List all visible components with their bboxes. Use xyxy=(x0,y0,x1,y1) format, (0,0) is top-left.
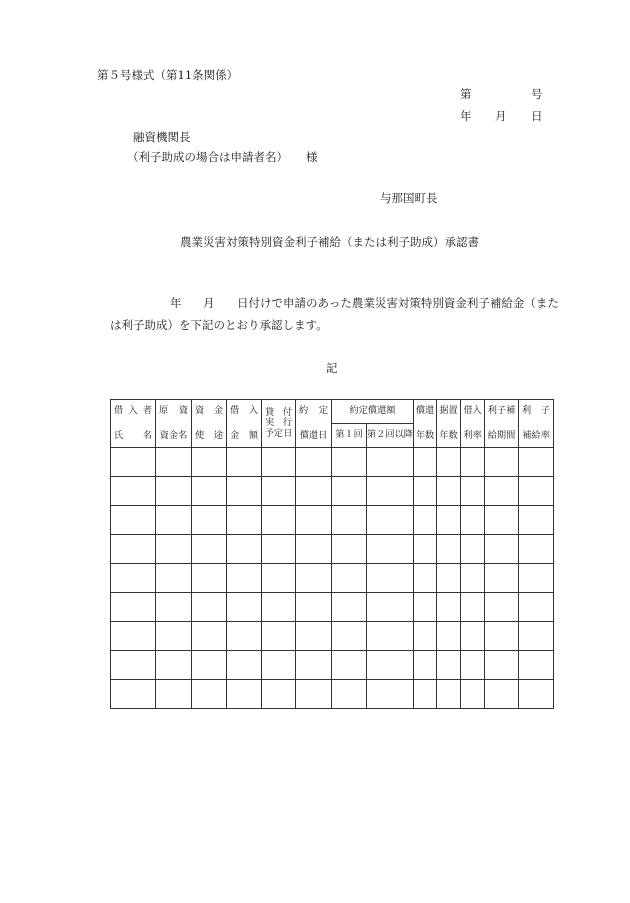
header-loan-amount: 借 入 金 額 xyxy=(227,400,262,448)
header-subsequent-repayment: 第２回以降 xyxy=(367,424,414,448)
table-cell[interactable] xyxy=(192,506,227,535)
table-cell[interactable] xyxy=(461,564,485,593)
table-cell[interactable] xyxy=(414,622,437,651)
header-subsidy-rate: 利 子 補給率 xyxy=(519,400,554,448)
table-cell[interactable] xyxy=(485,622,519,651)
table-cell[interactable] xyxy=(192,535,227,564)
table-cell[interactable] xyxy=(262,448,296,477)
table-cell[interactable] xyxy=(414,564,437,593)
header-first-repayment: 第１回 xyxy=(332,424,367,448)
header-fund-use: 資 金 使 途 xyxy=(192,400,227,448)
table-cell[interactable] xyxy=(332,535,367,564)
table-cell[interactable] xyxy=(367,680,414,709)
table-cell[interactable] xyxy=(519,535,554,564)
table-cell[interactable] xyxy=(485,651,519,680)
table-cell[interactable] xyxy=(332,651,367,680)
table-cell[interactable] xyxy=(437,564,461,593)
table-cell[interactable] xyxy=(262,506,296,535)
doc-number-go: 号 xyxy=(531,87,543,101)
table-cell[interactable] xyxy=(111,680,156,709)
table-cell[interactable] xyxy=(519,593,554,622)
table-cell[interactable] xyxy=(461,477,485,506)
table-cell[interactable] xyxy=(111,564,156,593)
table-row xyxy=(111,448,554,477)
table-cell[interactable] xyxy=(519,477,554,506)
table-cell[interactable] xyxy=(414,593,437,622)
table-cell[interactable] xyxy=(437,651,461,680)
table-row xyxy=(111,564,554,593)
form-label: 第５号様式（第11条関係） xyxy=(97,68,239,82)
table-cell[interactable] xyxy=(296,506,332,535)
table-cell[interactable] xyxy=(156,622,192,651)
body-line1: 日付けで申請のあった農業災害対策特別資金利子補給金（また xyxy=(237,296,559,310)
table-cell[interactable] xyxy=(227,593,262,622)
table-cell[interactable] xyxy=(156,593,192,622)
table-cell[interactable] xyxy=(192,651,227,680)
table-cell[interactable] xyxy=(414,535,437,564)
table-cell[interactable] xyxy=(296,448,332,477)
ki-label: 記 xyxy=(326,361,338,375)
table-cell[interactable] xyxy=(192,477,227,506)
table-cell[interactable] xyxy=(296,680,332,709)
sender: 与那国町長 xyxy=(380,191,438,205)
table-cell[interactable] xyxy=(519,564,554,593)
table-cell[interactable] xyxy=(332,622,367,651)
body-year: 年 xyxy=(170,296,182,310)
table-cell[interactable] xyxy=(519,680,554,709)
table-cell[interactable] xyxy=(111,651,156,680)
table-cell[interactable] xyxy=(192,593,227,622)
table-cell[interactable] xyxy=(437,680,461,709)
table-cell[interactable] xyxy=(367,448,414,477)
table-cell[interactable] xyxy=(262,651,296,680)
table-cell[interactable] xyxy=(296,477,332,506)
table-row xyxy=(111,477,554,506)
table-cell[interactable] xyxy=(437,535,461,564)
date-month: 月 xyxy=(495,109,507,123)
table-row xyxy=(111,506,554,535)
table-cell[interactable] xyxy=(437,448,461,477)
table-cell[interactable] xyxy=(296,564,332,593)
table-cell[interactable] xyxy=(262,680,296,709)
table-cell[interactable] xyxy=(519,651,554,680)
document-title: 農業災害対策特別資金利子補給（または利子助成）承認書 xyxy=(180,235,479,249)
table-cell[interactable] xyxy=(367,477,414,506)
date-day: 日 xyxy=(531,109,543,123)
addressee-line2: （利子助成の場合は申請者名） xyxy=(127,150,288,164)
table-cell[interactable] xyxy=(262,477,296,506)
table-cell[interactable] xyxy=(332,680,367,709)
table-cell[interactable] xyxy=(367,593,414,622)
header-defer-years: 据置 年数 xyxy=(437,400,461,448)
table-cell[interactable] xyxy=(296,651,332,680)
table-cell[interactable] xyxy=(367,506,414,535)
table-row xyxy=(111,593,554,622)
table-cell[interactable] xyxy=(461,506,485,535)
table-cell[interactable] xyxy=(156,651,192,680)
table-cell[interactable] xyxy=(485,535,519,564)
header-repay-date: 約 定 償還日 xyxy=(296,400,332,448)
table-cell[interactable] xyxy=(461,680,485,709)
table-cell[interactable] xyxy=(192,448,227,477)
doc-number-dai: 第 xyxy=(460,87,472,101)
table-cell[interactable] xyxy=(437,506,461,535)
table-cell[interactable] xyxy=(461,593,485,622)
table-cell[interactable] xyxy=(227,564,262,593)
date-year: 年 xyxy=(460,109,472,123)
table-cell[interactable] xyxy=(156,506,192,535)
table-cell[interactable] xyxy=(437,593,461,622)
table-cell[interactable] xyxy=(367,651,414,680)
table-row xyxy=(111,651,554,680)
table-cell[interactable] xyxy=(367,622,414,651)
table-cell[interactable] xyxy=(156,477,192,506)
table-cell[interactable] xyxy=(437,477,461,506)
table-cell[interactable] xyxy=(332,506,367,535)
table-row xyxy=(111,622,554,651)
header-row-1 xyxy=(111,400,554,424)
table-cell[interactable] xyxy=(111,506,156,535)
header-loan-rate: 借入 利率 xyxy=(461,400,485,448)
table-cell[interactable] xyxy=(414,448,437,477)
table-cell[interactable] xyxy=(111,535,156,564)
header-loan-date: 貸 付 実 行 予定日 xyxy=(262,400,296,448)
table-cell[interactable] xyxy=(156,535,192,564)
table-cell[interactable] xyxy=(262,593,296,622)
table-body xyxy=(111,448,554,709)
table-cell[interactable] xyxy=(332,593,367,622)
table-cell[interactable] xyxy=(192,622,227,651)
header-scheduled-repayment: 約定償還額 xyxy=(332,400,414,424)
table-cell[interactable] xyxy=(156,564,192,593)
table-cell[interactable] xyxy=(111,593,156,622)
table-cell[interactable] xyxy=(485,680,519,709)
table-cell[interactable] xyxy=(519,448,554,477)
table-cell[interactable] xyxy=(332,564,367,593)
table-cell[interactable] xyxy=(461,651,485,680)
table-cell[interactable] xyxy=(461,535,485,564)
header-repay-years: 償還 年数 xyxy=(414,400,437,448)
table-cell[interactable] xyxy=(461,448,485,477)
table-row xyxy=(111,535,554,564)
table-cell[interactable] xyxy=(485,593,519,622)
table-cell[interactable] xyxy=(156,680,192,709)
table-cell[interactable] xyxy=(296,535,332,564)
table-cell[interactable] xyxy=(262,622,296,651)
table-cell[interactable] xyxy=(296,593,332,622)
table-cell[interactable] xyxy=(437,622,461,651)
header-subsidy-period: 利子補 給期間 xyxy=(485,400,519,448)
table-row xyxy=(111,680,554,709)
table-cell[interactable] xyxy=(227,448,262,477)
table-cell[interactable] xyxy=(485,564,519,593)
table-cell[interactable] xyxy=(192,680,227,709)
table-cell[interactable] xyxy=(332,477,367,506)
body-line2: は利子助成）を下記のとおり承認します。 xyxy=(110,318,328,332)
approval-table xyxy=(110,399,554,709)
table-cell[interactable] xyxy=(111,477,156,506)
table-cell[interactable] xyxy=(485,477,519,506)
addressee-sama: 様 xyxy=(306,150,318,164)
table-cell[interactable] xyxy=(227,535,262,564)
table-cell[interactable] xyxy=(414,680,437,709)
table-cell[interactable] xyxy=(227,651,262,680)
table-cell[interactable] xyxy=(485,448,519,477)
table-cell[interactable] xyxy=(227,622,262,651)
table-cell[interactable] xyxy=(296,622,332,651)
table-cell[interactable] xyxy=(262,564,296,593)
table-cell[interactable] xyxy=(519,506,554,535)
table-cell[interactable] xyxy=(111,622,156,651)
table-cell[interactable] xyxy=(414,651,437,680)
table-cell[interactable] xyxy=(414,477,437,506)
table-cell[interactable] xyxy=(156,448,192,477)
addressee-line1: 融資機関長 xyxy=(133,130,191,144)
table-cell[interactable] xyxy=(519,622,554,651)
table-cell[interactable] xyxy=(332,448,367,477)
table-cell[interactable] xyxy=(262,535,296,564)
table-cell[interactable] xyxy=(192,564,227,593)
table-cell[interactable] xyxy=(461,622,485,651)
body-month: 月 xyxy=(203,296,215,310)
table-cell[interactable] xyxy=(227,506,262,535)
table-cell[interactable] xyxy=(414,506,437,535)
table-cell[interactable] xyxy=(367,535,414,564)
table-cell[interactable] xyxy=(227,680,262,709)
table-cell[interactable] xyxy=(227,477,262,506)
table-cell[interactable] xyxy=(485,506,519,535)
header-borrower-name: 借 入 者 氏 名 xyxy=(111,400,156,448)
table-cell[interactable] xyxy=(111,448,156,477)
table-cell[interactable] xyxy=(367,564,414,593)
header-fund-source: 原 資 資金名 xyxy=(156,400,192,448)
